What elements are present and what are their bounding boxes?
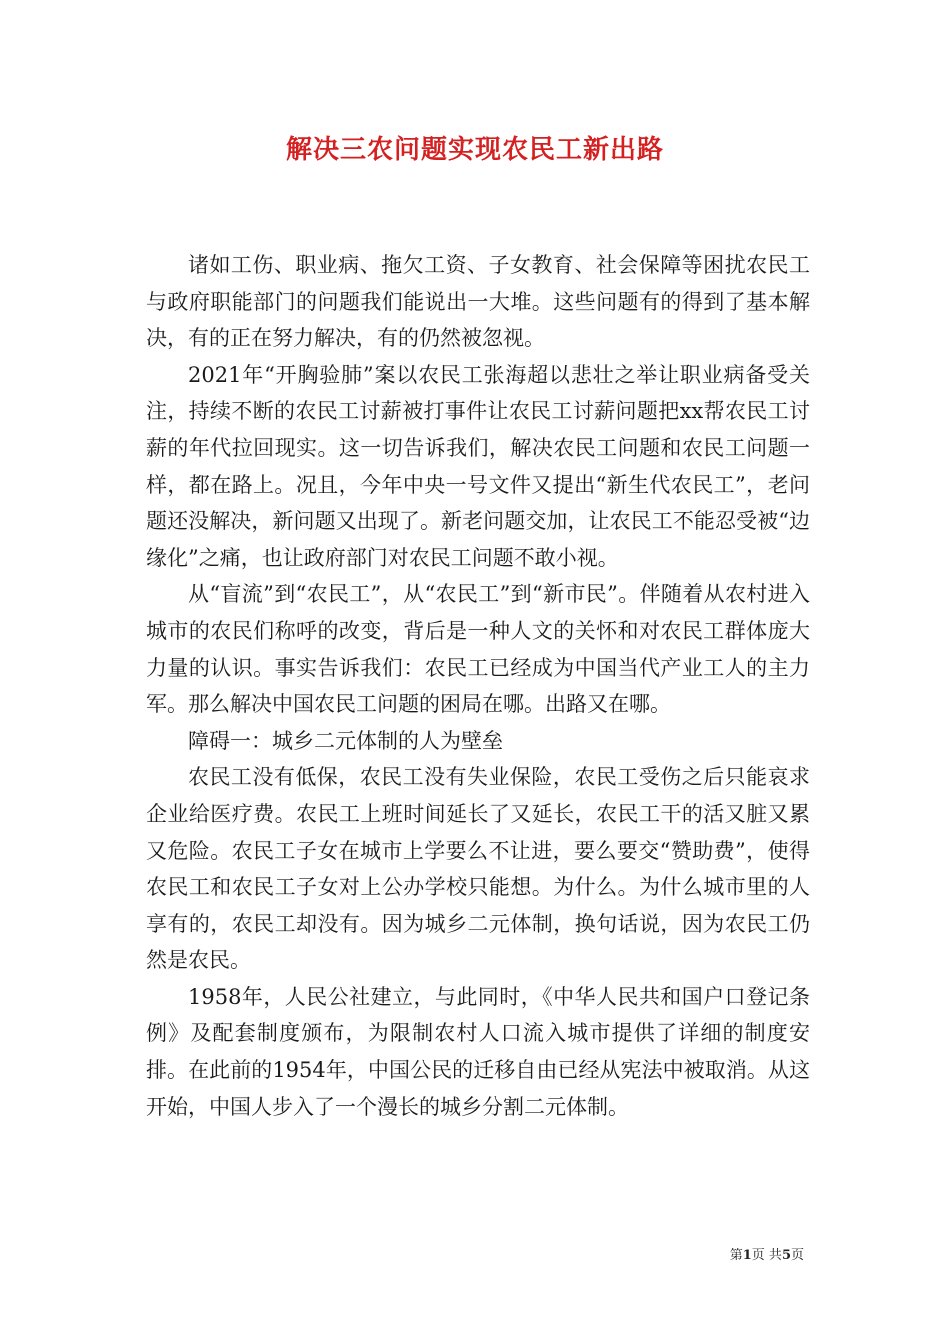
paragraph: 农民工没有低保，农民工没有失业保险，农民工受伤之后只能哀求企业给医疗费。农民工上班时间延长了又延长，农民工干的活又脏又累又危险。农民工子女在城市上学要么不让进，要么要交“赞助费”，使得农民工和农民工子女对上公办学校只能想。为什么。为什么城市里的人享有的，农民工却没有。因为城乡二元体制，换句话说，因为农民工仍然是农民。	[146, 765, 810, 973]
paragraph: 2021年“开胸验肺”案以农民工张海超以悲壮之举让职业病备受关注，持续不断的农民工讨薪被打事件让农民工讨薪问题把xx帮农民工讨薪的年代拉回现实。这一切告诉我们，解决农民工问题和农民工问题一样，都在路上。况且，今年中央一号文件又提出“新生代农民工”，老问题还没解决，新问题又出现了。新老问题交加，让农民工不能忍受被“边缘化”之痛，也让政府部门对农民工问题不敢小视。	[146, 362, 810, 570]
paragraph: 从“盲流”到“农民工”，从“农民工”到“新市民”。伴随着从农村进入城市的农民们称呼的改变，背后是一种人文的关怀和对农民工群体庞大力量的认识。事实告诉我们：农民工已经成为中国当代产业工人的主力军。那么解决中国农民工问题的困局在哪。出路又在哪。	[146, 582, 810, 717]
footer-current-page: 1	[742, 1248, 752, 1263]
footer-suffix: 页	[790, 1248, 804, 1263]
document-body	[146, 247, 810, 1125]
section-heading: 障碍一：城乡二元体制的人为壁垒	[188, 728, 503, 753]
footer-prefix: 第	[729, 1248, 743, 1263]
document-title: 解决三农问题实现农民工新出路	[285, 135, 664, 165]
footer-middle: 页 共	[751, 1248, 782, 1263]
page-footer	[730, 1247, 804, 1265]
footer-total-pages: 5	[781, 1248, 791, 1263]
paragraph: 诸如工伤、职业病、拖欠工资、子女教育、社会保障等困扰农民工与政府职能部门的问题我们能说出一大堆。这些问题有的得到了基本解决，有的正在努力解决，有的仍然被忽视。	[146, 253, 810, 351]
paragraph: 1958年，人民公社建立，与此同时，《中华人民共和国户口登记条例》及配套制度颁布，为限制农村人口流入城市提供了详细的制度安排。在此前的1954年，中国公民的迁移自由已经从宪法中被取消。从这开始，中国人步入了一个漫长的城乡分割二元体制。	[146, 984, 810, 1119]
